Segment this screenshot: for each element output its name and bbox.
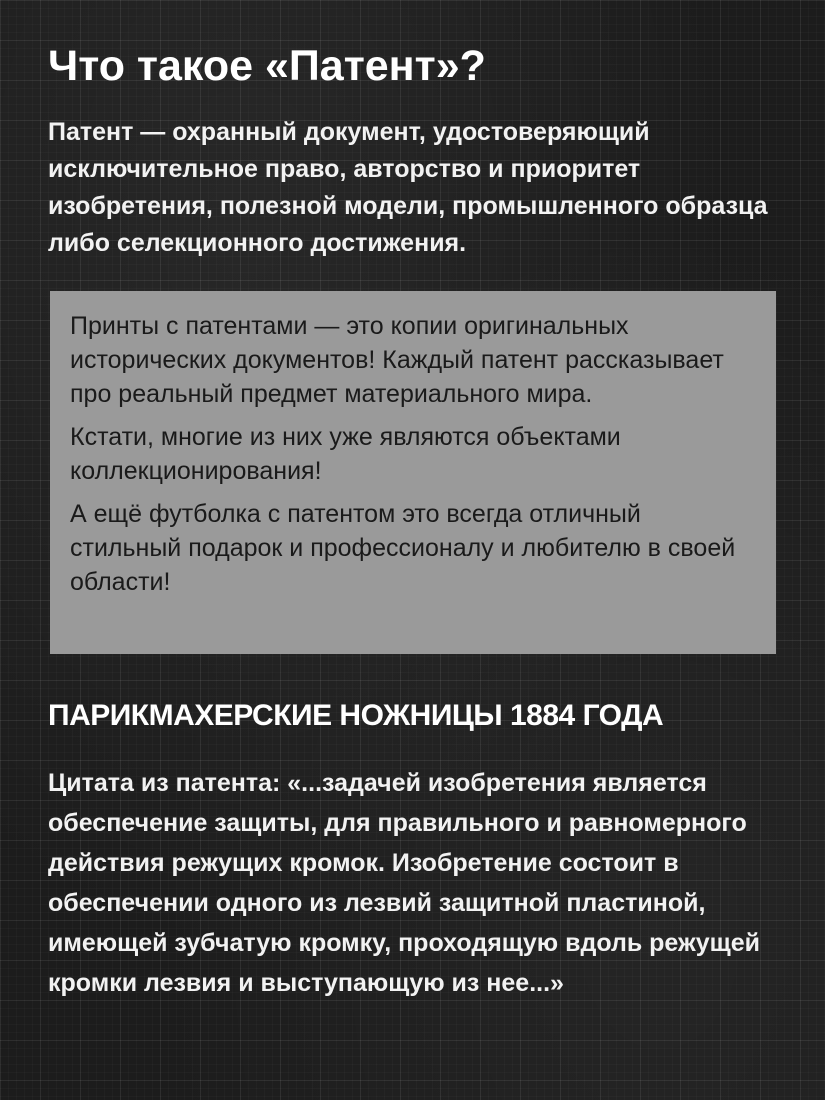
info-paragraph-collecting: Кстати, многие из них уже являются объектами коллекционирования! (70, 423, 621, 485)
patent-quote: Цитата из патента: «...задачей изобретения является обеспечение защиты, для правильного и равномерного действия режущих кромок. Изобретение состоит в обеспечении одного из лезвий защитной пластиной, имеющей зубчатую кромку, проходящую вдоль режущей кромки лезвия и выступающую из нее...» (48, 769, 760, 997)
info-box (50, 291, 776, 654)
patent-definition: Патент — охранный документ, удостоверяющий исключительное право, авторство и приоритет изобретения, полезной модели, промышленного образца либо селекционного достижения. (48, 118, 768, 257)
page-title: Что такое «Патент»? (48, 42, 486, 90)
section-heading: ПАРИКМАХЕРСКИЕ НОЖНИЦЫ 1884 ГОДА (48, 699, 664, 732)
info-paragraph-gift: А ещё футболка с патентом это всегда отличный стильный подарок и профессионалу и любителю в своей области! (70, 500, 736, 596)
info-paragraph-prints: Принты с патентами — это копии оригинальных исторических документов! Каждый патент рассказывает про реальный предмет материального мира. (70, 312, 724, 408)
